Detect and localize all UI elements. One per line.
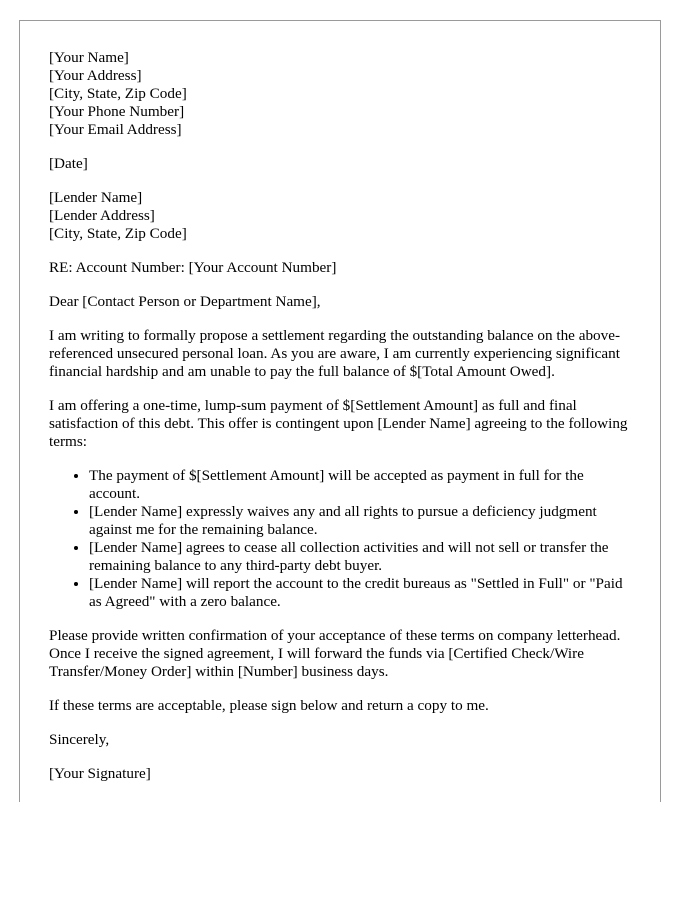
list-item: • [Lender Name] will report the account to the credit bureaus as "Settled in Full" or "Paid as Agreed" with a zero balance. bbox=[89, 575, 633, 611]
recipient-address-block bbox=[49, 189, 633, 243]
letter-date: [Date] bbox=[49, 155, 88, 172]
body-paragraph: I am offering a one-time, lump-sum payment of $[Settlement Amount] as full and final satisfaction of this debt. This offer is contingent upon [Lender Name] agreeing to the following terms: bbox=[49, 397, 628, 450]
body-paragraph: Please provide written confirmation of your acceptance of these terms on company letterhead. Once I receive the signed agreement, I will forward the funds via [Certified Check/Wire Transfer/Money Order] within [Number] business days. bbox=[49, 627, 621, 680]
sign-off: Sincerely, bbox=[49, 731, 110, 748]
recipient-city-state-zip: [City, State, Zip Code] bbox=[49, 225, 187, 242]
salutation: Dear [Contact Person or Department Name], bbox=[49, 293, 321, 310]
list-item: • [Lender Name] agrees to cease all collection activities and will not sell or transfer the remaining balance to any third-party debt buyer. bbox=[89, 539, 633, 575]
sender-address: [Your Address] bbox=[49, 67, 142, 84]
recipient-name: [Lender Name] bbox=[49, 189, 143, 206]
letter-page bbox=[19, 20, 661, 802]
sender-name: [Your Name] bbox=[49, 49, 129, 66]
sender-phone: [Your Phone Number] bbox=[49, 103, 185, 120]
signature-placeholder: [Your Signature] bbox=[49, 765, 151, 782]
subject-line: RE: Account Number: [Your Account Number] bbox=[49, 259, 337, 276]
letter-body bbox=[49, 49, 633, 799]
list-item: • The payment of $[Settlement Amount] will be accepted as payment in full for the account. bbox=[89, 467, 633, 503]
recipient-address: [Lender Address] bbox=[49, 207, 155, 224]
settlement-terms-list bbox=[49, 467, 633, 611]
sender-address-block bbox=[49, 49, 633, 139]
sender-city-state-zip: [City, State, Zip Code] bbox=[49, 85, 187, 102]
body-paragraph: If these terms are acceptable, please sign below and return a copy to me. bbox=[49, 697, 489, 714]
body-paragraph: I am writing to formally propose a settlement regarding the outstanding balance on the above-referenced unsecured personal loan. As you are aware, I am currently experiencing significant financial hardship and am unable to pay the full balance of $[Total Amount Owed]. bbox=[49, 327, 621, 380]
list-item: • [Lender Name] expressly waives any and all rights to pursue a deficiency judgment against me for the remaining balance. bbox=[89, 503, 633, 539]
sender-email: [Your Email Address] bbox=[49, 121, 182, 138]
